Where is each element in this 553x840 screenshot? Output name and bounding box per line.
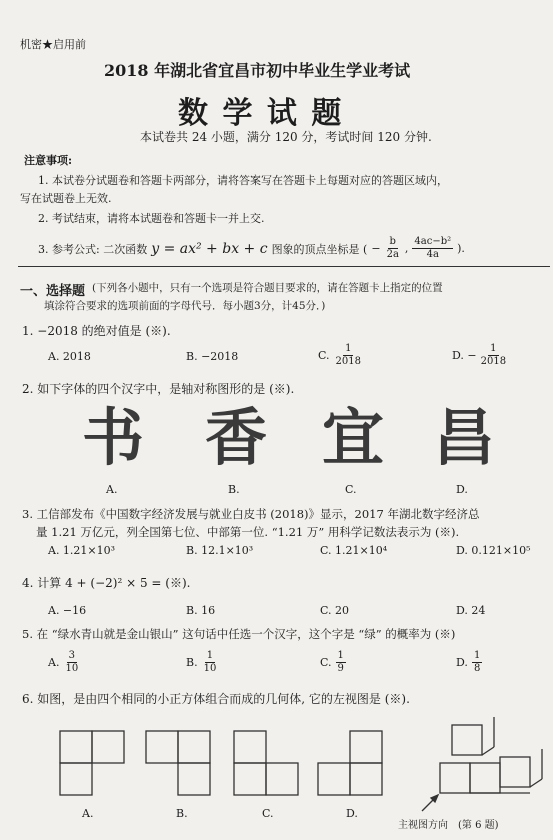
- q6-option-a-figure: [60, 731, 124, 795]
- q6-stem: 6. 如图，是由四个相同的小正方体组合而成的几何体, 它的左视图是 (※).: [22, 692, 410, 706]
- q6-caption: 主视图方向 (第 6 题): [398, 820, 499, 831]
- q4-stem: 4. 计算 4 + (−2)² × 5 = (※).: [22, 576, 191, 590]
- quadratic-formula: y = ax² + bx + c: [151, 240, 268, 257]
- note-3-close: ).: [457, 242, 465, 255]
- q2-label-c: C.: [345, 483, 357, 496]
- char-option-a: 书: [82, 401, 145, 474]
- notes-title: 注意事项:: [24, 154, 73, 167]
- exam-title: 2018 年湖北省宜昌市初中毕业生学业考试: [104, 61, 411, 80]
- q2-label-d: D.: [456, 483, 468, 496]
- q4-option-d: D. 24: [456, 604, 486, 617]
- note-1b: 写在试题卷上无效.: [20, 192, 112, 205]
- q6-label-b: B.: [176, 807, 188, 820]
- note-3: 3. 参考公式: 二次函数 y = ax² + bx + c 图象的顶点坐标是 ( − $\frac{b}{2a}$ , $\frac{\text{4ac−b²}}{4a}$ ).: [38, 236, 465, 260]
- q4-option-a: A. −16: [48, 604, 87, 617]
- note-3-mid: 图象的顶点坐标是 (: [271, 242, 368, 256]
- section-desc-2: 填涂符合要求的选项前面的字母代号．每小题3分，计45分．): [44, 300, 326, 312]
- q3-stem-2: 量 1.21 万亿元，列全国第七位、中部第一位. “1.21 万” 用科学记数法表示为 (※).: [36, 525, 460, 539]
- q6-solid-figure: [422, 717, 542, 811]
- q1-option-c: C. $\frac{1}{2018}$: [318, 343, 361, 367]
- section-desc-1: (下列各小题中，只有一个选项是符合题目要求的，请在答题卡上指定的位置: [92, 282, 443, 294]
- subject-title: 数 学 试 题: [178, 96, 344, 131]
- char-option-c: 宜: [322, 401, 385, 474]
- q2-label-b: B.: [228, 483, 240, 496]
- section-title: 一、选择题: [20, 284, 86, 299]
- q4-option-b: B. 16: [186, 604, 216, 617]
- char-option-d: 昌: [433, 401, 496, 474]
- note-1a: 1. 本试卷分试题卷和答题卡两部分，请将答案写在答题卡上每题对应的答题区域内，: [38, 174, 448, 187]
- confidential-mark: 机密★启用前: [20, 38, 86, 51]
- q3-option-b: B. 12.1×10³: [186, 544, 254, 557]
- q6-label-d: D.: [346, 807, 358, 820]
- q5-option-d: D. $\frac{1}{8}$: [456, 650, 481, 674]
- char-option-b: 香: [205, 401, 268, 474]
- exam-summary: 本试卷共 24 小题，满分 120 分，考试时间 120 分钟.: [140, 130, 432, 144]
- q5-option-a: A. $\frac{3}{10}$: [48, 650, 79, 674]
- q6-label-c: C.: [262, 807, 274, 820]
- vertex-x-fraction: $\frac{b}{2a}$: [386, 236, 399, 260]
- q5-stem: 5. 在 “绿水青山就是金山银山” 这句话中任选一个汉字，这个字是 “绿” 的概率为 (※): [22, 627, 456, 641]
- q5-option-b: B. $\frac{1}{10}$: [186, 650, 217, 674]
- q1-option-a: A. 2018: [48, 350, 91, 363]
- q1-option-b: B. −2018: [186, 350, 239, 363]
- note-2: 2. 考试结束，请将本试题卷和答题卡一并上交.: [38, 212, 265, 225]
- q3-option-c: C. 1.21×10⁴: [320, 544, 388, 557]
- q3-option-d: D. 0.121×10⁵: [456, 544, 531, 557]
- q1-option-d: D. − $\frac{1}{2018}$: [452, 343, 507, 367]
- section-divider: [18, 266, 550, 267]
- q2-label-a: A.: [106, 483, 118, 496]
- q6-option-d-figure: [318, 731, 382, 795]
- q1-stem: 1. −2018 的绝对值是 (※).: [22, 324, 171, 338]
- q3-option-a: A. 1.21×10³: [48, 544, 116, 557]
- q2-stem: 2. 如下字体的四个汉字中，是轴对称图形的是 (※).: [22, 382, 295, 396]
- q4-option-c: C. 20: [320, 604, 350, 617]
- vertex-y-fraction: $\frac{\text{4ac−b²}}{4a}$: [414, 236, 452, 260]
- note-3-prefix: 3. 参考公式: 二次函数: [38, 242, 148, 256]
- q3-stem-1: 3. 工信部发布《中国数字经济发展与就业白皮书 (2018)》显示，2017 年湖北数字经济总: [22, 507, 480, 521]
- q6-label-a: A.: [82, 807, 94, 820]
- q6-option-b-figure: [146, 731, 210, 795]
- q6-option-c-figure: [234, 731, 298, 795]
- q5-option-c: C. $\frac{1}{9}$: [320, 650, 344, 674]
